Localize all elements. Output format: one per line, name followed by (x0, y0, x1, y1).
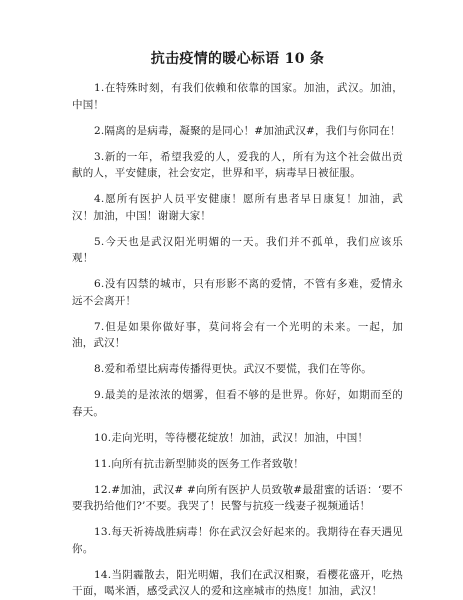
slogan-item: 8.爱和希望比病毒传播得更快。武汉不要慌，我们在等你。 (94, 363, 372, 375)
slogan-item: 13.每天祈祷战胜病毒！你在武汉会好起来的。我期待在春天遇见你。 (72, 526, 403, 555)
slogan-item: 10.走向光明，等待樱花绽放！加油，武汉！加油，中国！ (94, 431, 369, 444)
slogan-item: 7.但是如果你做好事，莫问将会有一个光明的未来。一起，加油，武汉！ (72, 320, 403, 349)
slogan-item: 3.新的一年，希望我爱的人，爱我的人，所有为这个社会做出贡献的人，平安健康，社会安定，世界和平，病毒早日被征服。 (72, 150, 403, 179)
slogan-item: 11.向所有抗击新型肺炎的医务工作者致敬！ (94, 457, 304, 470)
slogan-item: 5.今天也是武汉阳光明媚的一天。我们并不孤单，我们应该乐观！ (72, 235, 403, 264)
slogan-item: 4.愿所有医护人员平安健康！愿所有患者早日康复！加油，武汉！加油，中国！谢谢大家！ (72, 193, 403, 222)
slogan-item: 1.在特殊时刻，有我们依赖和依靠的国家。加油，武汉。加油，中国！ (72, 82, 403, 111)
slogan-item: 6.没有囚禁的城市，只有形影不离的爱情，不管有多难，爱情永远不会离开！ (72, 278, 403, 307)
slogan-item: 2.隔离的是病毒，凝聚的是同心！#加油武汉#，我们与你同在！ (94, 124, 401, 137)
document-title: 抗击疫情的暖心标语 10 条 (150, 51, 325, 67)
slogan-item: 12.#加油，武汉# #向所有医护人员致敬#最甜蜜的话语：‘要不要我扔给他们?’不要。我哭了！民警与抗疫一线妻子视频通话！ (72, 483, 403, 512)
slogan-item: 9.最美的是浓浓的烟雾，但看不够的是世界。你好，如期而至的春天。 (72, 389, 403, 418)
slogan-list (72, 80, 403, 600)
slogan-item: 14.当阴霾散去，阳光明媚，我们在武汉相聚，看樱花盛开，吃热干面，喝米酒，感受武汉人的爱和这座城市的热度！加油，武汉！ (72, 568, 403, 597)
